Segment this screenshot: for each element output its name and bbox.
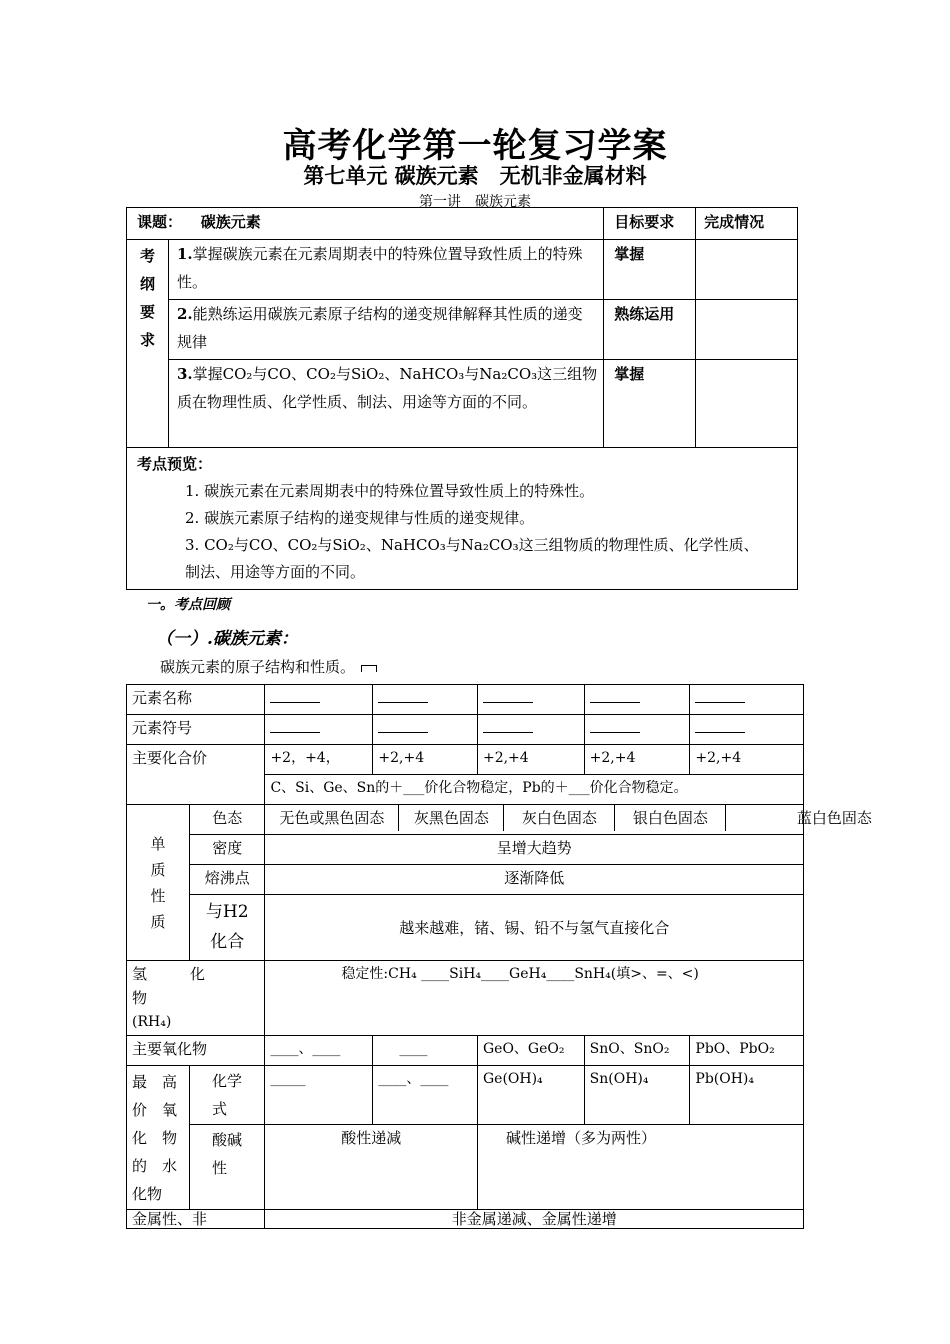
syllabus-side-label: 考 纲 要 求 — [127, 240, 169, 448]
plan-table — [126, 207, 798, 590]
row-label-melting: 熔沸点 — [190, 865, 265, 895]
valence-cell: +2,+4 — [477, 745, 584, 775]
density-value: 呈增大趋势 — [265, 835, 804, 865]
valence-cell: +2,+4 — [584, 745, 690, 775]
metal-trend: 非金属递减、金属性递增 — [265, 1210, 804, 1229]
requirement-2: 2.能熟练运用碳族元素原子结构的递变规律解释其性质的递变规律 — [168, 300, 603, 360]
elements-table — [126, 684, 872, 1229]
requirement-1-status — [696, 240, 798, 300]
requirement-2-goal: 熟练运用 — [604, 300, 696, 360]
oxide-cell: PbO、PbO₂ — [690, 1036, 804, 1066]
formula-cell: Ge(OH)₄ — [477, 1066, 584, 1125]
melting-value: 逐渐降低 — [265, 865, 804, 895]
symbol-blank — [373, 715, 478, 745]
row-label-density: 密度 — [190, 835, 265, 865]
row-label-oxide: 主要氧化物 — [127, 1036, 265, 1066]
name-blank — [584, 685, 690, 715]
row-label-color: 色态 — [190, 805, 265, 835]
symbol-blank — [265, 715, 373, 745]
formula-cell: _____ — [265, 1066, 373, 1125]
row-label-formula: 化学式 — [190, 1066, 265, 1125]
subsection-heading: （一）.碳族元素： — [156, 629, 298, 649]
formula-cell: Pb(OH)₄ — [690, 1066, 804, 1125]
topic-cell — [127, 208, 604, 240]
oxide-cell: GeO、GeO₂ — [477, 1036, 584, 1066]
valence-cell: +2,+4 — [690, 745, 804, 775]
oxide-cell: ____ — [373, 1036, 478, 1066]
unit-subtitle: 第七单元 碳族元素 无机非金属材料 — [303, 163, 647, 188]
row-label-h2: 与H2化合 — [190, 895, 265, 961]
color-cell: 无色或黑色固态 — [279, 809, 385, 827]
valence-note: C、Si、Ge、Sn的＋___价化合物稳定，Pb的＋___价化合物稳定。 — [265, 775, 804, 805]
symbol-blank — [690, 715, 804, 745]
name-blank — [690, 685, 804, 715]
color-cell: 蓝白色固态 — [726, 805, 943, 831]
hydroxide-side-label: 最 高 价 氧 化 物 的 水 化物 — [127, 1066, 190, 1210]
name-blank — [265, 685, 373, 715]
formula-cell: ____、____ — [373, 1066, 478, 1125]
color-cell: 灰黑色固态 — [399, 805, 504, 831]
requirement-3-goal: 掌握 — [604, 360, 696, 448]
requirement-2-status — [696, 300, 798, 360]
symbol-blank — [477, 715, 584, 745]
simple-substance-side-label: 单 质 性 质 — [127, 805, 190, 961]
requirement-3-status — [696, 360, 798, 448]
preview-item: 1. 碳族元素在元素周期表中的特殊位置导致性质上的特殊性。 — [185, 482, 595, 500]
topic-label: 课题： — [137, 213, 183, 231]
preview-item: 2. 碳族元素原子结构的递变规律与性质的递变规律。 — [185, 509, 535, 527]
section-intro: 碳族元素的原子结构和性质。 — [160, 656, 377, 677]
lecture-title: 第一讲 碳族元素 — [419, 194, 531, 210]
h2-value: 越来越难，锗、锡、铅不与氢气直接化合 — [265, 895, 804, 961]
preview-item: 3. CO₂与CO、CO₂与SiO₂、NaHCO₃与Na₂CO₃这三组物质的物理性质、化学性质、制法、用途等方面的不同。 — [185, 536, 759, 581]
section-heading: 一。考点回顾 — [146, 597, 230, 613]
requirement-3: 3.掌握CO₂与CO、CO₂与SiO₂、NaHCO₃与Na₂CO₃这三组物质在物理性质、化学性质、制法、用途等方面的不同。 — [168, 360, 603, 448]
valence-cell: +2,+4 — [373, 745, 478, 775]
preview-cell — [127, 448, 798, 590]
color-row — [265, 805, 872, 835]
symbol-blank — [584, 715, 690, 745]
preview-label: 考点预览： — [137, 455, 213, 473]
color-cell: 灰白色固态 — [504, 805, 615, 831]
page-title: 高考化学第一轮复习学案 — [282, 126, 668, 166]
valence-cell: +2，+4， — [265, 745, 373, 775]
oxide-cell: SnO、SnO₂ — [584, 1036, 690, 1066]
acidity-right: 碱性递增（多为两性） — [477, 1125, 803, 1210]
hydride-stability: 稳定性:CH₄ ____SiH₄____GeH₄____SnH₄(填>、=、<) — [265, 961, 804, 1036]
row-label-symbol: 元素符号 — [127, 715, 265, 745]
requirement-1-goal: 掌握 — [604, 240, 696, 300]
row-label-metal: 金属性、非 — [127, 1210, 265, 1229]
formula-cell: Sn(OH)₄ — [584, 1066, 690, 1125]
acidity-left: 酸性递减 — [265, 1125, 478, 1210]
status-header: 完成情况 — [696, 208, 798, 240]
name-blank — [373, 685, 478, 715]
requirement-1: 1.掌握碳族元素在元素周期表中的特殊位置导致性质上的特殊性。 — [168, 240, 603, 300]
row-label-valence: 主要化合价 — [127, 745, 265, 805]
color-cell: 银白色固态 — [615, 805, 726, 831]
oxide-cell: ____、____ — [265, 1036, 373, 1066]
topic-value: 碳族元素 — [200, 213, 261, 231]
row-label-acidity: 酸碱性 — [190, 1125, 265, 1210]
row-label-name: 元素名称 — [127, 685, 265, 715]
row-label-hydride: 氢 化 物 (RH₄) — [127, 961, 265, 1036]
name-blank — [477, 685, 584, 715]
goal-header: 目标要求 — [604, 208, 696, 240]
